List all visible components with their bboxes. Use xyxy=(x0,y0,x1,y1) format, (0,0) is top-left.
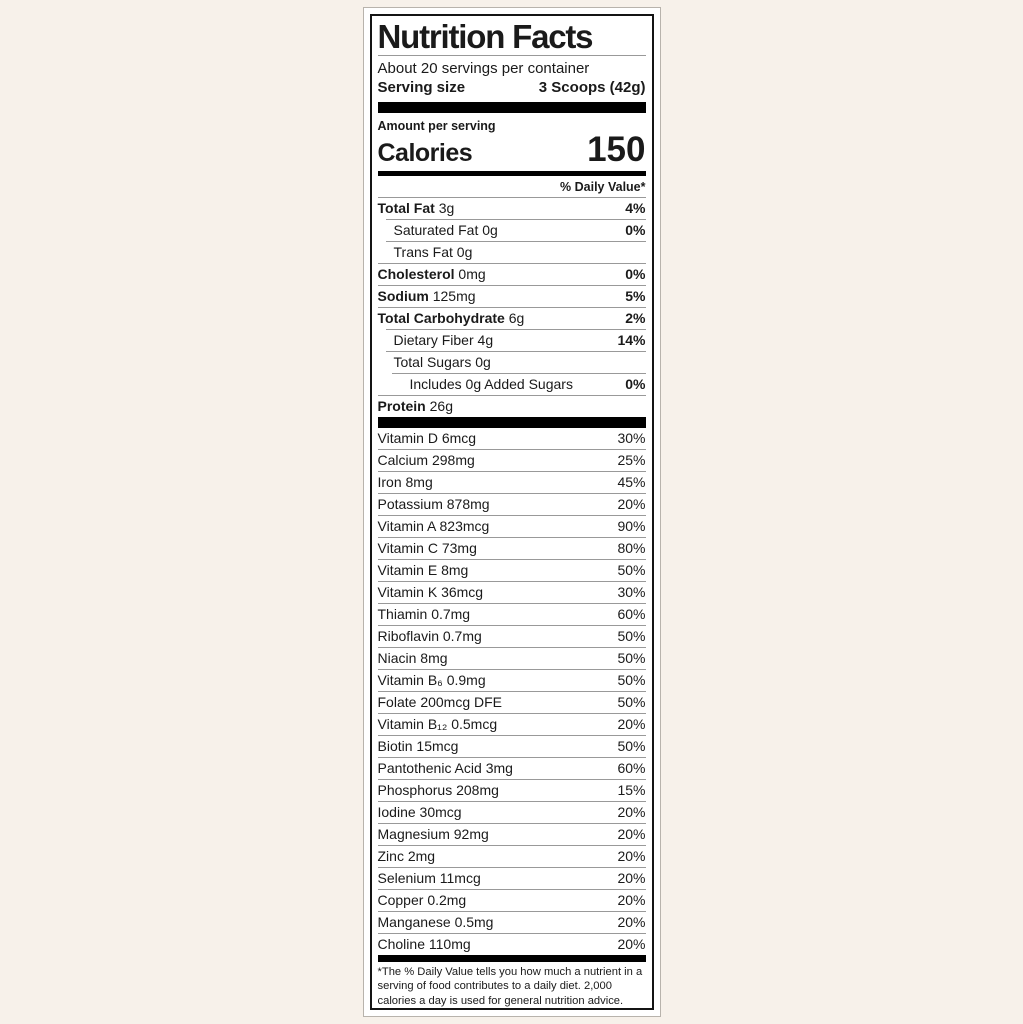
nutrient-daily-value: 4% xyxy=(625,199,646,216)
nutrient-row-vitamin-b xyxy=(378,714,646,736)
nutrient-amount: 0.7mg xyxy=(442,627,482,644)
nutrient-name-amount xyxy=(378,805,462,820)
nutrient-daily-value: 80% xyxy=(617,539,646,556)
nutrient-name: Includes 0g Added Sugars xyxy=(409,375,573,392)
nutrient-row-vitamin-b xyxy=(378,670,646,692)
nutrient-name: Manganese xyxy=(377,913,451,930)
nutrient-name: Vitamin B₁₂ xyxy=(377,715,448,732)
nutrient-amount: 0mg xyxy=(458,265,486,282)
nutrient-name-amount xyxy=(378,893,467,908)
nutrient-name-amount xyxy=(378,431,477,446)
nutrient-name-amount xyxy=(378,519,490,534)
nutrient-daily-value: 0% xyxy=(625,221,646,238)
nutrient-name: Niacin xyxy=(377,649,417,666)
nutrient-daily-value: 50% xyxy=(617,649,646,666)
nutrient-row-zinc xyxy=(378,846,646,868)
nutrient-row-phosphorus xyxy=(378,780,646,802)
nutrient-name: Copper xyxy=(377,891,424,908)
nutrient-amount: 2mg xyxy=(407,847,436,864)
nutrient-amount: 8mg xyxy=(420,649,448,666)
nutrient-amount: 110mg xyxy=(428,935,471,952)
nutrient-daily-value: 20% xyxy=(617,891,646,908)
nutrient-amount: 11mcg xyxy=(439,869,481,886)
nutrient-daily-value: 5% xyxy=(625,287,646,304)
nutrient-amount: 36mcg xyxy=(441,583,484,600)
nutrient-name: Choline xyxy=(377,935,425,952)
nutrient-name: Vitamin D xyxy=(377,429,438,446)
nutrient-name: Magnesium xyxy=(377,825,450,842)
nutrient-name-amount xyxy=(378,453,475,468)
nutrient-amount: 6mcg xyxy=(441,429,477,446)
nutrient-amount: 0.2mg xyxy=(427,891,467,908)
nutrient-name-amount xyxy=(386,245,473,260)
nutrient-row-cholesterol xyxy=(378,263,646,285)
nutrient-name: Vitamin A xyxy=(377,517,436,534)
nutrient-name-amount xyxy=(378,399,453,414)
nutrient-daily-value: 0% xyxy=(625,375,646,392)
nutrient-name-amount xyxy=(378,563,469,578)
calories-row xyxy=(377,129,646,171)
nutrient-row-total-carbohydrate xyxy=(378,307,646,329)
nutrient-amount: 0.5mg xyxy=(454,913,494,930)
nutrient-row-protein xyxy=(378,395,646,417)
nutrient-row-total-fat xyxy=(378,197,646,219)
nutrient-name-amount xyxy=(378,541,477,556)
calories-value: 150 xyxy=(587,129,646,169)
nutrient-name-amount xyxy=(386,355,491,370)
nutrient-name: Dietary Fiber xyxy=(393,331,474,348)
nutrient-amount: 8mg xyxy=(405,473,433,490)
nutrient-name: Total Carbohydrate xyxy=(377,309,505,326)
nutrient-amount: 15mcg xyxy=(416,737,459,754)
nutrition-label-panel xyxy=(363,7,661,1017)
micronutrient-rows xyxy=(378,428,646,955)
nutrient-row-manganese xyxy=(378,912,646,934)
nutrient-name-amount xyxy=(378,651,448,666)
nutrient-amount: 0g xyxy=(456,243,473,260)
nutrient-name-amount xyxy=(378,871,481,886)
nutrient-name: Trans Fat xyxy=(393,243,453,260)
nutrient-row-riboflavin xyxy=(378,626,646,648)
serving-size-label: Serving size xyxy=(377,79,466,97)
nutrient-name: Calcium xyxy=(377,451,429,468)
nutrient-name-amount xyxy=(378,267,486,282)
nutrient-name: Iron xyxy=(377,473,402,490)
nutrient-name: Total Fat xyxy=(377,199,435,216)
nutrient-row-biotin xyxy=(378,736,646,758)
nutrient-row-choline xyxy=(378,934,646,955)
nutrient-amount: 3g xyxy=(438,199,455,216)
nutrient-name-amount xyxy=(378,849,436,864)
nutrient-row-vitamin-k xyxy=(378,582,646,604)
nutrient-daily-value: 50% xyxy=(617,737,646,754)
nutrient-name: Phosphorus xyxy=(377,781,453,798)
nutrient-name-amount xyxy=(378,915,494,930)
nutrient-amount: 125mg xyxy=(432,287,476,304)
nutrient-name-amount xyxy=(378,673,486,688)
nutrient-row-pantothenic-acid xyxy=(378,758,646,780)
daily-value-header: % Daily Value* xyxy=(560,179,646,194)
nutrient-name: Riboflavin xyxy=(377,627,439,644)
nutrient-daily-value: 60% xyxy=(617,759,646,776)
nutrient-row-includes-0g-added-sugars xyxy=(392,373,646,395)
nutrient-daily-value: 25% xyxy=(617,451,646,468)
serving-size-row xyxy=(378,78,646,102)
nutrient-name-amount xyxy=(378,937,471,952)
nutrient-name-amount xyxy=(378,827,489,842)
nutrient-daily-value: 20% xyxy=(617,935,646,952)
nutrient-name-amount xyxy=(392,377,573,392)
nutrient-name-amount xyxy=(378,629,482,644)
nutrient-name-amount xyxy=(386,333,494,348)
nutrient-name: Protein xyxy=(377,397,426,414)
nutrient-row-copper xyxy=(378,890,646,912)
nutrient-amount: 823mcg xyxy=(439,517,490,534)
nutrient-name-amount xyxy=(378,311,525,326)
nutrient-daily-value: 20% xyxy=(617,869,646,886)
nutrient-name: Biotin xyxy=(377,737,413,754)
nutrient-daily-value: 30% xyxy=(617,583,646,600)
nutrient-amount: 208mg xyxy=(456,781,499,798)
nutrient-name-amount xyxy=(378,607,471,622)
nutrient-daily-value: 20% xyxy=(617,495,646,512)
nutrient-name: Cholesterol xyxy=(377,265,455,282)
nutrient-row-vitamin-c xyxy=(378,538,646,560)
nutrient-name: Potassium xyxy=(377,495,443,512)
nutrient-name: Total Sugars xyxy=(393,353,472,370)
nutrient-name-amount xyxy=(386,223,498,238)
nutrient-amount: 92mg xyxy=(453,825,489,842)
nutrient-amount: 878mg xyxy=(446,495,490,512)
nutrient-daily-value: 50% xyxy=(617,561,646,578)
nutrient-daily-value: 14% xyxy=(617,331,646,348)
nutrient-amount: 6g xyxy=(508,309,525,326)
nutrient-amount: 0.7mg xyxy=(431,605,471,622)
servings-per-container: About 20 servings per container xyxy=(377,59,590,77)
nutrient-name: Thiamin xyxy=(377,605,428,622)
nutrient-row-iodine xyxy=(378,802,646,824)
separator-bar-thick-top xyxy=(378,102,646,113)
nutrient-name: Saturated Fat xyxy=(393,221,479,238)
nutrient-name: Pantothenic Acid xyxy=(377,759,482,776)
nutrient-daily-value: 50% xyxy=(617,671,646,688)
nutrient-row-magnesium xyxy=(378,824,646,846)
nutrient-row-dietary-fiber xyxy=(386,329,646,351)
nutrient-daily-value: 20% xyxy=(617,803,646,820)
macronutrient-rows xyxy=(378,197,646,417)
nutrition-facts-title: Nutrition Facts xyxy=(377,18,593,55)
nutrient-name-amount xyxy=(378,497,490,512)
nutrient-row-potassium xyxy=(378,494,646,516)
nutrient-row-calcium xyxy=(378,450,646,472)
nutrient-daily-value: 50% xyxy=(617,693,646,710)
nutrition-facts-box xyxy=(370,14,654,1010)
nutrient-row-thiamin xyxy=(378,604,646,626)
nutrient-name-amount xyxy=(378,717,498,732)
nutrient-name: Folate xyxy=(377,693,417,710)
nutrient-name: Vitamin K xyxy=(377,583,438,600)
daily-value-footnote: *The % Daily Value tells you how much a nutrient in a serving of food contributes to a daily diet. 2,000 calories a day is used for general nutrition advice. xyxy=(377,965,643,1007)
nutrient-amount: 200mcg DFE xyxy=(420,693,503,710)
serving-size-value: 3 Scoops (42g) xyxy=(538,79,646,97)
nutrient-daily-value: 50% xyxy=(617,627,646,644)
nutrient-row-trans-fat xyxy=(386,241,646,263)
nutrient-row-saturated-fat xyxy=(386,219,646,241)
nutrient-daily-value: 20% xyxy=(617,825,646,842)
nutrient-row-vitamin-d xyxy=(378,428,646,450)
nutrient-amount: 26g xyxy=(429,397,453,414)
nutrient-amount: 8mg xyxy=(441,561,469,578)
nutrient-name-amount xyxy=(378,783,499,798)
separator-bar-protein xyxy=(378,417,646,428)
nutrient-amount: 0.9mg xyxy=(446,671,486,688)
nutrient-row-selenium xyxy=(378,868,646,890)
nutrient-name: Iodine xyxy=(377,803,416,820)
nutrient-name-amount xyxy=(378,475,433,490)
nutrient-name-amount xyxy=(378,201,455,216)
nutrient-row-niacin xyxy=(378,648,646,670)
calories-label: Calories xyxy=(377,138,473,167)
amount-per-serving-label: Amount per serving xyxy=(377,118,496,133)
nutrient-amount: 0g xyxy=(475,353,491,370)
nutrient-daily-value: 15% xyxy=(617,781,646,798)
nutrient-amount: 0g xyxy=(482,221,498,238)
nutrient-name: Selenium xyxy=(377,869,436,886)
nutrient-row-vitamin-e xyxy=(378,560,646,582)
nutrient-row-total-sugars xyxy=(386,351,646,373)
nutrient-amount: 4g xyxy=(477,331,494,348)
nutrient-amount: 73mg xyxy=(441,539,477,556)
nutrient-daily-value: 45% xyxy=(617,473,646,490)
nutrient-daily-value: 0% xyxy=(625,265,646,282)
nutrient-name-amount xyxy=(378,585,484,600)
nutrient-amount: 0.5mcg xyxy=(451,715,498,732)
nutrient-name-amount xyxy=(378,289,476,304)
nutrient-name-amount xyxy=(378,761,513,776)
nutrient-daily-value: 20% xyxy=(617,913,646,930)
nutrient-amount: 298mg xyxy=(431,451,475,468)
nutrient-daily-value: 60% xyxy=(617,605,646,622)
nutrient-amount: 30mcg xyxy=(419,803,462,820)
nutrient-name-amount xyxy=(378,739,459,754)
nutrient-daily-value: 20% xyxy=(617,847,646,864)
nutrient-daily-value: 20% xyxy=(617,715,646,732)
nutrient-name: Vitamin E xyxy=(377,561,438,578)
nutrient-name: Vitamin B₆ xyxy=(377,671,443,688)
nutrient-name: Zinc xyxy=(377,847,404,864)
nutrient-daily-value: 2% xyxy=(625,309,646,326)
nutrient-row-vitamin-a xyxy=(378,516,646,538)
nutrient-name: Vitamin C xyxy=(377,539,438,556)
nutrient-amount: 3mg xyxy=(485,759,513,776)
nutrient-daily-value: 30% xyxy=(617,429,646,446)
nutrient-name-amount xyxy=(378,695,503,710)
nutrient-row-sodium xyxy=(378,285,646,307)
nutrient-row-iron xyxy=(378,472,646,494)
nutrient-row-folate xyxy=(378,692,646,714)
separator-bar-footnote xyxy=(378,955,646,962)
nutrient-name: Sodium xyxy=(377,287,429,304)
nutrient-daily-value: 90% xyxy=(617,517,646,534)
